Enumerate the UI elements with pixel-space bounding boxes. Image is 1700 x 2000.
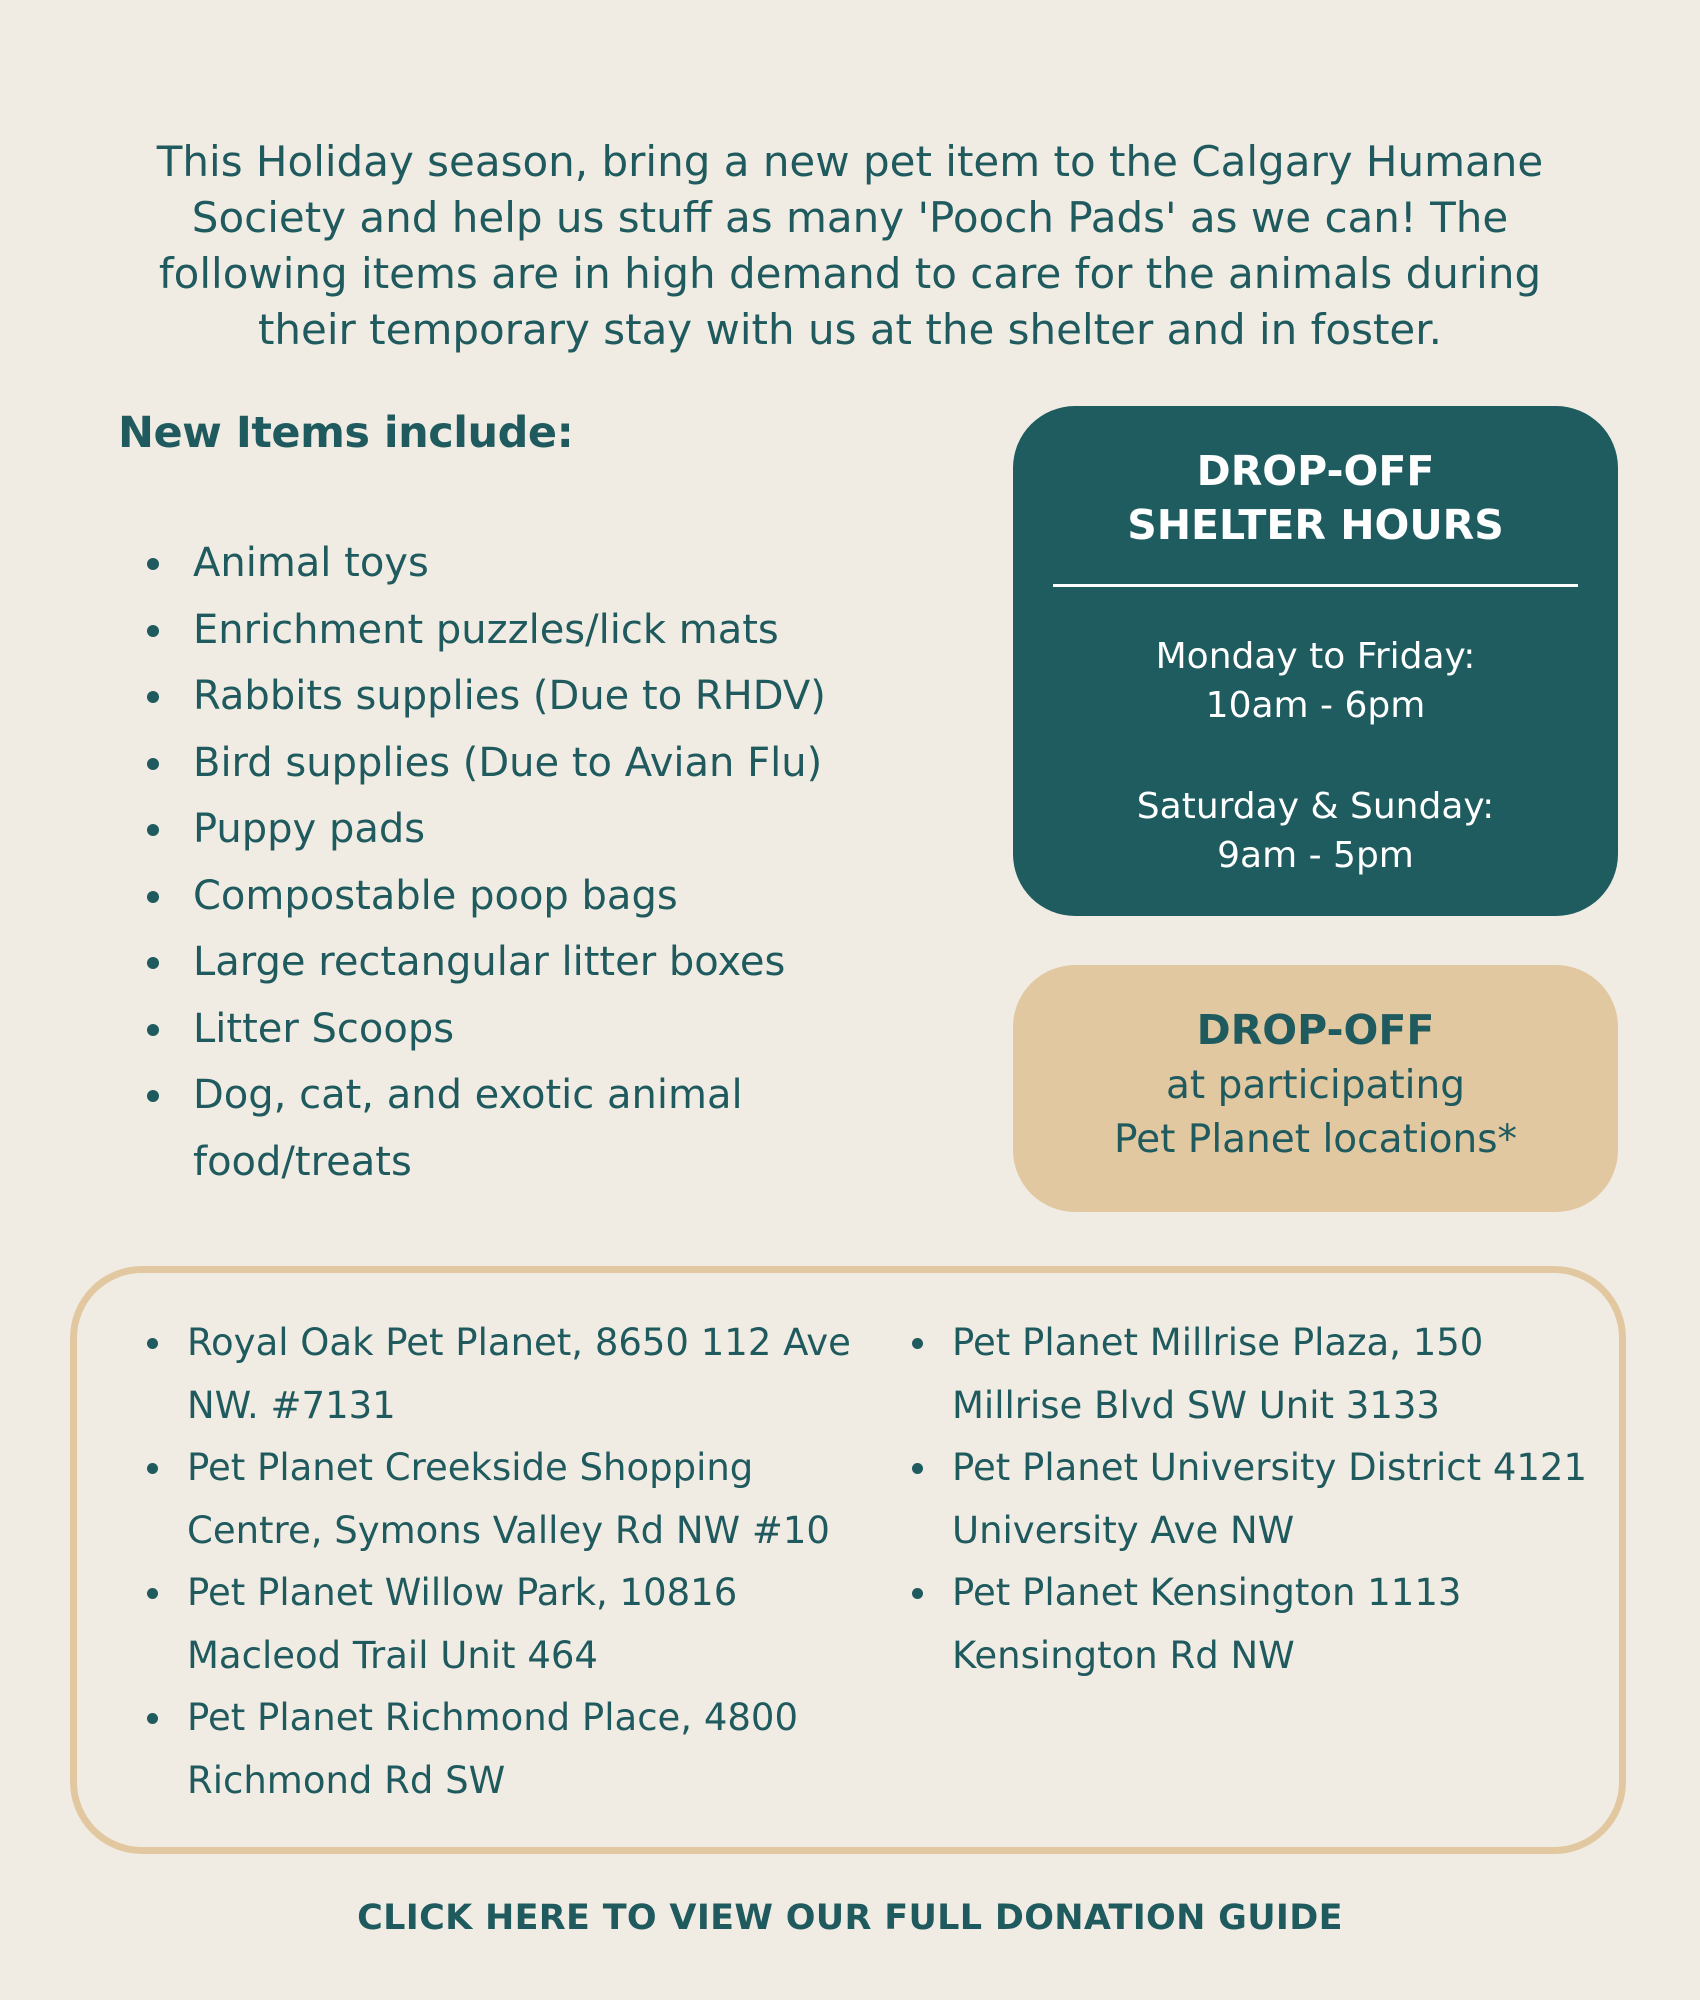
shelter-hours-card	[1013, 406, 1618, 916]
shelter-hours-title	[1013, 444, 1618, 552]
list-item: Bird supplies (Due to Avian Flu)	[145, 730, 965, 797]
list-item: Puppy pads	[145, 796, 965, 863]
donation-guide-link[interactable]: CLICK HERE TO VIEW OUR FULL DONATION GUIDE	[357, 1898, 1343, 1938]
weekend-hours	[1013, 782, 1618, 880]
items-heading: New Items include:	[118, 408, 574, 458]
locations-list-right	[908, 1312, 1598, 1687]
dropoff-title: DROP-OFF	[1196, 1006, 1435, 1054]
location-item: Pet Planet University District 4121 University Ave NW	[908, 1437, 1598, 1562]
shelter-hours-title-line2: SHELTER HOURS	[1127, 501, 1504, 549]
location-item: Pet Planet Millrise Plaza, 150 Millrise Blvd SW Unit 3133	[908, 1312, 1598, 1437]
weekday-hours	[1013, 632, 1618, 730]
list-item: Compostable poop bags	[145, 863, 965, 930]
location-item: Pet Planet Kensington 1113 Kensington Rd NW	[908, 1562, 1598, 1687]
items-list	[145, 530, 965, 1195]
shelter-hours-divider	[1053, 584, 1578, 587]
list-item: Litter Scoops	[145, 996, 965, 1063]
locations-list-left	[143, 1312, 883, 1812]
intro-text: This Holiday season, bring a new pet item to the Calgary Humane Society and help us stuff as many 'Pooch Pads' as we can! The following items are in high demand to care for the animals during their temporary stay with us at the shelter and in foster.	[156, 137, 1544, 354]
list-item: Large rectangular litter boxes	[145, 929, 965, 996]
list-item: Enrichment puzzles/lick mats	[145, 597, 965, 664]
list-item: Rabbits supplies (Due to RHDV)	[145, 663, 965, 730]
list-item: Dog, cat, and exotic animal food/treats	[145, 1062, 965, 1195]
shelter-hours-title-line1: DROP-OFF	[1196, 447, 1435, 495]
location-item: Pet Planet Richmond Place, 4800 Richmond Rd SW	[143, 1687, 883, 1812]
location-item: Pet Planet Willow Park, 10816 Macleod Trail Unit 464	[143, 1562, 883, 1687]
weekend-time: 9am - 5pm	[1217, 835, 1414, 876]
location-item: Pet Planet Creekside Shopping Centre, Symons Valley Rd NW #10	[143, 1437, 883, 1562]
weekend-label: Saturday & Sunday:	[1136, 786, 1495, 827]
dropoff-subtitle	[1013, 1059, 1618, 1167]
weekday-time: 10am - 6pm	[1205, 685, 1426, 726]
list-item: Animal toys	[145, 530, 965, 597]
weekday-label: Monday to Friday:	[1155, 636, 1476, 677]
dropoff-line1: at participating	[1166, 1063, 1465, 1108]
pet-planet-dropoff-card	[1013, 965, 1618, 1212]
location-item: Royal Oak Pet Planet, 8650 112 Ave NW. #7131	[143, 1312, 883, 1437]
dropoff-line2: Pet Planet locations*	[1113, 1117, 1518, 1162]
